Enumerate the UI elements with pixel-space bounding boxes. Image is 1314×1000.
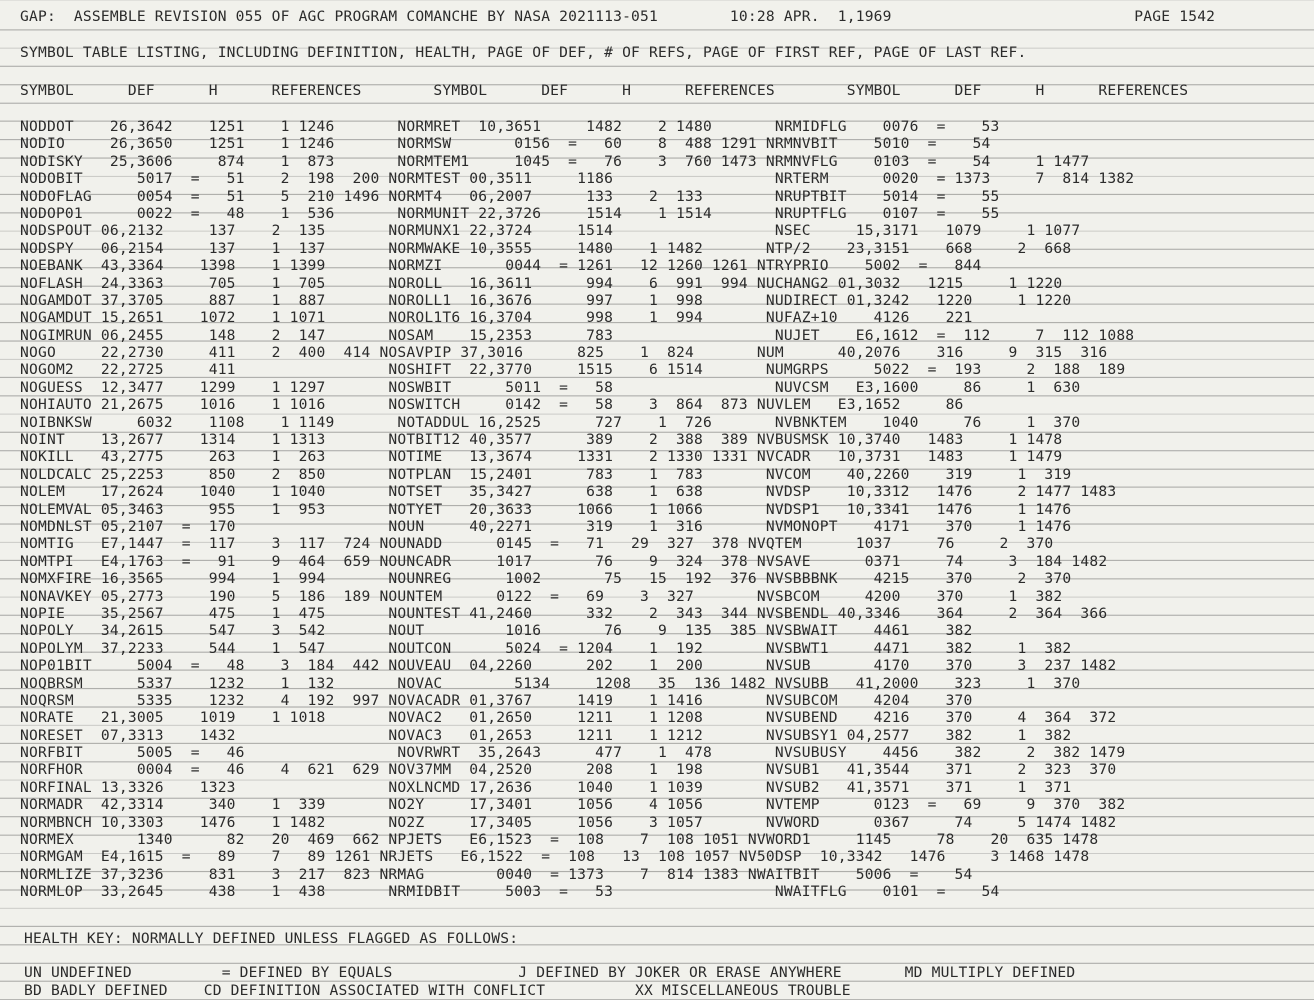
- table-row: NONAVKEY 05,2773 190 5 186 189 NOUNTEM 0122 = 69 3 327 NVSBCOM 4200 370 1 382: [20, 587, 1063, 605]
- table-row: NOHIAUTO 21,2675 1016 1 1016 NOSWITCH 0142 = 58 3 864 873 NUVLEM E3,1652 86: [20, 396, 964, 414]
- table-row: NOLEMVAL 05,3463 955 1 953 NOTYET 20,3633 1066 1 1066 NVDSP1 10,3341 1476 1 1476: [20, 500, 1072, 518]
- table-row: NODOBIT 5017 = 51 2 198 200 NORMTEST 00,3511 1186 NRTERM 0020 = 1373 7 814 1382: [20, 170, 1135, 188]
- table-row: NORMEX 1340 82 20 469 662 NPJETS E6,1523 = 108 7 108 1051 NVWORD1 1145 78 20 635 1478: [20, 831, 1099, 849]
- table-row: NOMXFIRE 16,3565 994 1 994 NOUNREG 1002 75 15 192 376 NVSBBBNK 4215 370 2 370: [20, 570, 1072, 588]
- table-row: NOPIE 35,2567 475 1 475 NOUNTEST 41,2460 332 2 343 344 NVSBENDL 40,3346 364 2 364 366: [20, 604, 1108, 622]
- table-row: NORMLOP 33,2645 438 1 438 NRMIDBIT 5003 = 53 NWAITFLG 0101 = 54: [20, 883, 1000, 901]
- table-row: NOMTPI E4,1763 = 91 9 464 659 NOUNCADR 1017 76 9 324 378 NVSAVE 0371 74 3 184 1482: [20, 552, 1108, 570]
- table-row: NOPOLY 34,2615 547 3 542 NOUT 1016 76 9 135 385 NVSBWAIT 4461 382: [20, 622, 973, 640]
- table-row: NOINT 13,2677 1314 1 1313 NOTBIT12 40,3577 389 2 388 389 NVBUSMSK 10,3740 1483 1 1478: [20, 431, 1063, 449]
- table-row: NODOP01 0022 = 48 1 536 NORMUNIT 22,3726 1514 1 1514 NRUPTFLG 0107 = 55: [20, 204, 1000, 222]
- listing-subtitle: SYMBOL TABLE LISTING, INCLUDING DEFINITION, HEALTH, PAGE OF DEF, # OF REFS, PAGE OF FIRST REF, PAGE OF LAST REF.: [20, 44, 1027, 61]
- table-row: NODOFLAG 0054 = 51 5 210 1496 NORMT4 06,2007 133 2 133 NRUPTBIT 5014 = 55: [20, 187, 1000, 205]
- table-row: NOGAMDUT 15,2651 1072 1 1071 NOROL1T6 16,3704 998 1 994 NUFAZ+10 4126 221: [20, 309, 973, 327]
- table-row: NORMBNCH 10,3303 1476 1 1482 NO2Z 17,3405 1056 3 1057 NVWORD 0367 74 5 1474 1482: [20, 813, 1117, 831]
- table-row: NOQRSM 5335 1232 4 192 997 NOVACADR 01,3767 1419 1 1416 NVSUBCOM 4204 370: [20, 691, 973, 709]
- table-row: NOGO 22,2730 411 2 400 414 NOSAVPIP 37,3016 825 1 824 NUM 40,2076 316 9 315 316: [20, 344, 1108, 362]
- health-key-row-2: BD BADLY DEFINED CD DEFINITION ASSOCIATED WITH CONFLICT XX MISCELLANEOUS TROUBLE: [24, 982, 851, 999]
- table-row: NORMGAM E4,1615 = 89 7 89 1261 NRJETS E6,1522 = 108 13 108 1057 NV50DSP 10,3342 1476 3 1468 1478: [20, 848, 1090, 866]
- table-row: NOGUESS 12,3477 1299 1 1297 NOSWBIT 5011 = 58 NUVCSM E3,1600 86 1 630: [20, 378, 1081, 396]
- page-header: GAP: ASSEMBLE REVISION 055 OF AGC PROGRAM COMANCHE BY NASA 2021113-051 10:28 APR. 1,1969 PAGE 1542: [20, 8, 1216, 25]
- table-row: NOMTIG E7,1447 = 117 3 117 724 NOUNADD 0145 = 71 29 327 378 NVQTEM 1037 76 2 370: [20, 535, 1054, 553]
- table-row: NOLEM 17,2624 1040 1 1040 NOTSET 35,3427 638 1 638 NVDSP 10,3312 1476 2 1477 1483: [20, 483, 1117, 501]
- table-row: NODDOT 26,3642 1251 1 1246 NORMRET 10,3651 1482 2 1480 NRMIDFLG 0076 = 53: [20, 118, 1000, 135]
- table-row: NODISKY 25,3606 874 1 873 NORMTEM1 1045 = 76 3 760 1473 NRMNVFLG 0103 = 54 1 1477: [20, 152, 1090, 170]
- table-row: NOMDNLST 05,2107 = 170 NOUN 40,2271 319 1 316 NVMONOPT 4171 370 1 1476: [20, 517, 1072, 535]
- table-row: NOFLASH 24,3363 705 1 705 NOROLL 16,3611 994 6 991 994 NUCHANG2 01,3032 1215 1 1220: [20, 274, 1063, 292]
- table-row: NOEBANK 43,3364 1398 1 1399 NORMZI 0044 = 1261 12 1260 1261 NTRYPRIO 5002 = 844: [20, 257, 982, 275]
- table-row: NORFINAL 13,3326 1323 NOXLNCMD 17,2636 1040 1 1039 NVSUB2 41,3571 371 1 371: [20, 778, 1072, 796]
- table-row: NORFBIT 5005 = 46 NOVRWRT 35,2643 477 1 478 NVSUBUSY 4456 382 2 382 1479: [20, 744, 1126, 762]
- table-row: NOKILL 43,2775 263 1 263 NOTIME 13,3674 1331 2 1330 1331 NVCADR 10,3731 1483 1 1479: [20, 448, 1063, 466]
- table-row: NORMADR 42,3314 340 1 339 NO2Y 17,3401 1056 4 1056 NVTEMP 0123 = 69 9 370 382: [20, 796, 1126, 814]
- table-row: NOLDCALC 25,2253 850 2 850 NOTPLAN 15,2401 783 1 783 NVCOM 40,2260 319 1 319: [20, 465, 1072, 483]
- table-row: NODIO 26,3650 1251 1 1246 NORMSW 0156 = 60 8 488 1291 NRMNVBIT 5010 = 54: [20, 135, 991, 153]
- table-row: NORMLIZE 37,3236 831 3 217 823 NRMAG 0040 = 1373 7 814 1383 NWAITBIT 5006 = 54: [20, 865, 973, 883]
- health-key-title: HEALTH KEY: NORMALLY DEFINED UNLESS FLAGGED AS FOLLOWS:: [24, 930, 519, 947]
- column-headers: SYMBOL DEF H REFERENCES SYMBOL DEF H REFERENCES SYMBOL DEF H REFERENCES: [20, 82, 1189, 99]
- table-row: NOGIMRUN 06,2455 148 2 147 NOSAM 15,2353 783 NUJET E6,1612 = 112 7 112 1088: [20, 326, 1135, 344]
- table-row: NOIBNKSW 6032 1108 1 1149 NOTADDUL 16,2525 727 1 726 NVBNKTEM 1040 76 1 370: [20, 413, 1081, 431]
- symbol-table: [20, 118, 1134, 901]
- table-row: NORESET 07,3313 1432 NOVAC3 01,2653 1211 1 1212 NVSUBSY1 04,2577 382 1 382: [20, 726, 1072, 744]
- table-row: NOGOM2 22,2725 411 NOSHIFT 22,3770 1515 6 1514 NUMGRPS 5022 = 193 2 188 189: [20, 361, 1126, 379]
- table-row: NOQBRSM 5337 1232 1 132 NOVAC 5134 1208 35 136 1482 NVSUBB 41,2000 323 1 370: [20, 674, 1081, 692]
- health-key-row-1: UN UNDEFINED = DEFINED BY EQUALS J DEFINED BY JOKER OR ERASE ANYWHERE MD MULTIPLY DEFINED: [24, 964, 1076, 981]
- table-row: NOP01BIT 5004 = 48 3 184 442 NOUVEAU 04,2260 202 1 200 NVSUB 4170 370 3 237 1482: [20, 657, 1117, 675]
- table-row: NODSPOUT 06,2132 137 2 135 NORMUNX1 22,3724 1514 NSEC 15,3171 1079 1 1077: [20, 222, 1081, 240]
- table-row: NORFHOR 0004 = 46 4 621 629 NOV37MM 04,2520 208 1 198 NVSUB1 41,3544 371 2 323 370: [20, 761, 1117, 779]
- table-row: NOPOLYM 37,2233 544 1 547 NOUTCON 5024 = 1204 1 192 NVSBWT1 4471 382 1 382: [20, 639, 1072, 657]
- table-row: NODSPY 06,2154 137 1 137 NORMWAKE 10,3555 1480 1 1482 NTP/2 23,3151 668 2 668: [20, 239, 1072, 257]
- table-row: NOGAMDOT 37,3705 887 1 887 NOROLL1 16,3676 997 1 998 NUDIRECT 01,3242 1220 1 1220: [20, 291, 1072, 309]
- table-row: NORATE 21,3005 1019 1 1018 NOVAC2 01,2650 1211 1 1208 NVSUBEND 4216 370 4 364 372: [20, 709, 1117, 727]
